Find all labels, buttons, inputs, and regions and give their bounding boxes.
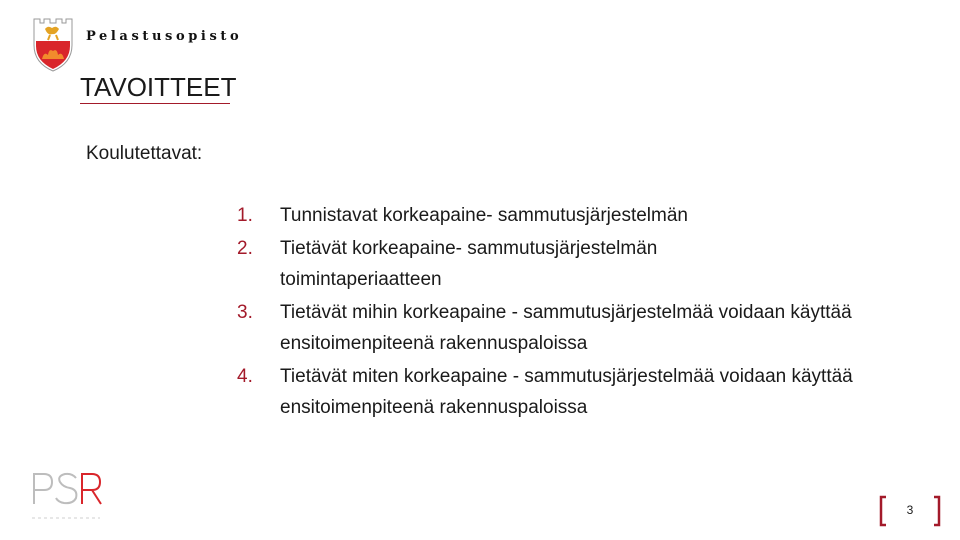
page-number: 3 [906, 503, 914, 517]
list-item-text: Tunnistavat korkeapaine- sammutusjärjestelmän [280, 205, 688, 226]
pelastusopisto-logo [30, 15, 270, 75]
page-number-badge [878, 495, 942, 527]
objectives-list [237, 200, 897, 425]
list-item-number: 1. [237, 205, 253, 226]
page-title: TAVOITTEET [80, 72, 237, 102]
list-item-number: 2. [237, 238, 253, 259]
list-item-text: Tietävät mihin korkeapaine - sammutusjärjestelmää voidaan käyttää ensitoimenpiteenä rakennuspaloissa [280, 302, 852, 354]
psr-logo-icon [30, 470, 110, 526]
list-item [237, 361, 897, 423]
list-item-text: Tietävät miten korkeapaine - sammutusjärjestelmää voidaan käyttää ensitoimenpiteenä rakennuspaloissa [280, 366, 853, 418]
list-item-number: 3. [237, 302, 253, 323]
list-item-number: 4. [237, 366, 253, 387]
list-item [237, 233, 897, 295]
list-item [237, 297, 897, 359]
crest-icon [30, 15, 76, 73]
list-item [237, 200, 897, 231]
brand-name: Pelastusopisto [86, 29, 243, 44]
title-underline [80, 103, 230, 104]
subtitle: Koulutettavat: [86, 143, 203, 164]
psr-logo [30, 470, 110, 526]
list-item-text: Tietävät korkeapaine- sammutusjärjestelmän toimintaperiaatteen [280, 238, 658, 290]
